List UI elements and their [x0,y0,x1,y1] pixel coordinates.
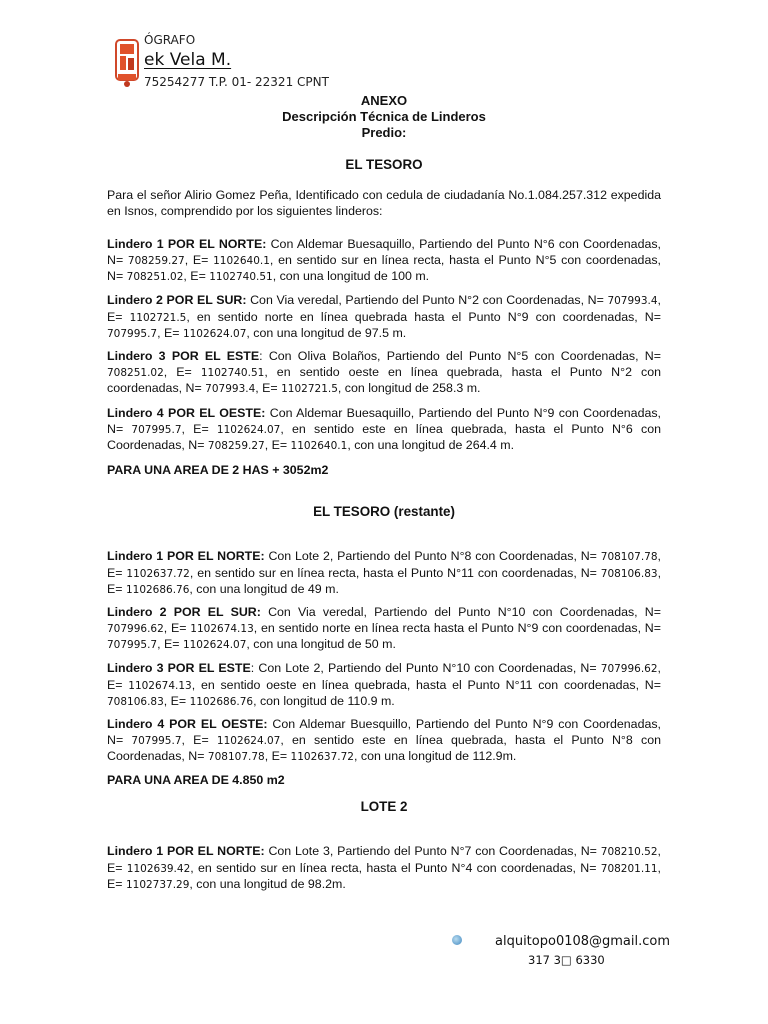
lindero-text: Con Via veredal, Partiendo del Punto N°10 con Coordenadas, N= [260,605,661,619]
lindero-label: Lindero 4 POR EL OESTE: [107,717,268,731]
coordinate-value: 1102639.42 [126,862,191,875]
coordinate-value: 1102624.07 [182,639,247,651]
coordinate-value: 707996.62 [107,622,164,635]
lindero-text: , E= [181,421,217,436]
lindero-text: , con una longitud de 50 m. [246,637,396,651]
lindero-text: , E= [184,252,214,267]
lindero-text: , E= [107,860,661,891]
title-descripcion: Descripción Técnica de Linderos [282,109,486,124]
lindero-text: , E= [157,326,183,340]
coordinate-value: 1102637.72 [126,567,190,580]
lindero-text: , con longitud de 258.3 m. [337,381,481,395]
header-license: 75254277 T.P. 01- 22321 CPNT [144,75,329,89]
lindero-text: , E= [181,732,217,747]
coordinate-value: 1102686.76 [189,696,254,708]
footer-phone: 317 3□ 6330 [528,953,605,967]
lindero-paragraph [107,661,661,711]
coordinate-value: 708251.02 [126,271,184,283]
lindero-paragraph [107,293,661,343]
lindero-paragraph [107,605,661,654]
lindero-text: , E= [264,438,291,452]
lindero-paragraph [107,406,661,455]
coordinate-value: 1102737.29 [125,879,190,891]
coordinate-value: 1102640.1 [290,440,348,452]
lindero-text: , con longitud de 110.9 m. [253,694,395,708]
lindero-text: , E= [107,565,662,596]
coordinate-value: 1102721.5 [129,311,187,324]
lindero-text: , E= [183,269,210,283]
lindero-text: , con una longitud de 97.5 m. [246,326,407,340]
lindero-text: Con Lote 2, Partiendo del Punto N°8 con Coordenadas, N= [264,549,601,563]
section-title: EL TESORO [345,157,423,172]
lindero-text: , E= [157,637,183,651]
lindero-text: , en sentido oeste en línea quebrada, hasta el Punto N°2 con coordenadas, N= [107,364,661,395]
coordinate-value: 708259.27 [207,440,265,452]
title-predio: Predio: [361,125,407,140]
lindero-label: Lindero 1 POR EL NORTE: [107,844,265,858]
lindero-text: , en sentido sur en línea recta, hasta el Punto N°11 con coordenadas, N= [189,565,601,580]
coordinate-value: 707993.4 [205,383,256,395]
lindero-label: Lindero 3 POR EL ESTE [107,349,260,363]
lindero-paragraph [107,549,661,599]
lindero-text: , en sentido este en línea quebrada, hasta el Punto N°8 con Coordenadas, N= [107,732,661,763]
section-title: LOTE 2 [360,799,408,814]
lindero-text: , E= [255,381,282,395]
lindero-text: , E= [163,364,201,379]
coordinate-value: 708107.78 [600,551,658,563]
coordinate-value: 708107.78 [207,751,265,763]
footer-email[interactable]: alquitopo0108@gmail.com [495,934,671,949]
lindero-label: Lindero 4 POR EL OESTE: [107,406,266,420]
coordinate-value: 1102674.13 [128,679,192,692]
lindero-text: , en sentido norte en línea quebrada hasta el Punto N°9 con coordenadas, N= [186,309,661,324]
title-anexo: ANEXO [360,93,408,108]
lindero-text: , en sentido sur en línea recta, hasta el Punto N°4 con coordenadas, N= [190,860,601,875]
lindero-text: , E= [264,749,291,763]
lindero-text: Con Via veredal, Partiendo del Punto N°2 con Coordenadas, N= [246,293,608,307]
coordinate-value: 707996.62 [600,663,658,675]
header-name: ek Vela M. [144,50,232,70]
area-total: PARA UNA AREA DE 2 HAS + 3052m2 [107,463,329,477]
coordinate-value: 707995.7 [107,639,158,651]
intro-paragraph: Para el señor Alirio Gomez Peña, Identificado con cedula de ciudadanía No.1.084.257.312 expedida en Isnos, comprendido por los siguientes linderos: [107,188,661,218]
lindero-paragraph [107,717,661,766]
coordinate-value: 707995.7 [131,423,182,436]
section-intro [107,188,661,219]
lindero-text: , en sentido sur en línea recta, hasta el Punto N°5 con coordenadas, N= [107,252,661,283]
lindero-text: : Con Oliva Bolaños, Partiendo del Punto N°5 con Coordenadas, N= [259,349,661,363]
coordinate-value: 1102637.72 [290,751,354,763]
lindero-label: Lindero 1 POR EL NORTE: [107,237,267,251]
lindero-label: Lindero 3 POR EL ESTE [107,661,251,675]
lindero-text: , E= [107,293,661,324]
lindero-text: , E= [163,694,190,708]
lindero-text: : Con Lote 2, Partiendo del Punto N°10 con Coordenadas, N= [250,661,601,675]
coordinate-value: 1102624.07 [182,328,247,340]
lindero-paragraph [107,844,661,894]
lindero-text: , E= [107,661,661,692]
lindero-text: Con Aldemar Buesquillo, Partiendo del Punto N°9 con Coordenadas, N= [107,717,661,747]
lindero-text: , con una longitud de 264.4 m. [347,438,515,452]
coordinate-value: 708259.27 [127,254,185,267]
lindero-label: Lindero 2 POR EL SUR: [107,293,247,307]
header-profession: ÓGRAFO [144,33,196,47]
coordinate-value: 707993.4 [607,295,658,307]
lindero-text: , en sentido oeste en línea quebrada, hasta el Punto N°11 con coordenadas, N= [191,677,661,692]
coordinate-value: 1102740.51 [209,271,273,283]
globe-icon [452,935,462,945]
lindero-paragraph [107,237,661,286]
lindero-text: Con Lote 3, Partiendo del Punto N°7 con Coordenadas, N= [264,844,601,858]
coordinate-value: 1102624.07 [216,423,281,436]
lindero-label: Lindero 1 POR EL NORTE: [107,549,265,563]
coordinate-value: 708201.11 [600,862,658,875]
coordinate-value: 708106.83 [600,567,658,580]
coordinate-value: 1102674.13 [190,622,254,635]
coordinate-value: 707995.7 [107,328,158,340]
lindero-text: , con una longitud de 112.9m. [354,749,517,763]
lindero-text: , E= [107,549,661,580]
lindero-paragraph [107,349,661,398]
area-total: PARA UNA AREA DE 4.850 m2 [107,773,285,787]
lindero-text: , con una longitud de 98.2m. [189,877,346,891]
coordinate-value: 1102686.76 [125,584,190,596]
lindero-text: Con Aldemar Buesaquillo, Partiendo del Punto N°9 con Coordenadas, N= [107,406,661,436]
coordinate-value: 708251.02 [107,366,164,379]
coordinate-value: 708210.52 [600,846,658,858]
company-logo [110,36,144,88]
lindero-text: , en sentido norte en línea recta hasta el Punto N°9 con coordenadas, N= [253,620,661,635]
lindero-label: Lindero 2 POR EL SUR: [107,605,261,619]
coordinate-value: 708106.83 [107,696,164,708]
coordinate-value: 1102740.51 [200,366,265,379]
lindero-text: , con una longitud de 49 m. [189,582,339,596]
section-title: EL TESORO (restante) [313,504,455,519]
lindero-text: , E= [107,844,661,875]
coordinate-value: 1102721.5 [281,383,338,395]
lindero-text: , en sentido este en línea quebrada, hasta el Punto N°6 con Coordenadas, N= [107,421,661,452]
coordinate-value: 1102640.1 [213,254,270,267]
coordinate-value: 707995.7 [131,734,182,747]
lindero-text: Con Aldemar Buesaquillo, Partiendo del Punto N°6 con Coordenadas, N= [107,237,661,267]
lindero-text: , con una longitud de 100 m. [272,269,430,283]
lindero-text: , E= [163,620,191,635]
coordinate-value: 1102624.07 [216,734,281,747]
